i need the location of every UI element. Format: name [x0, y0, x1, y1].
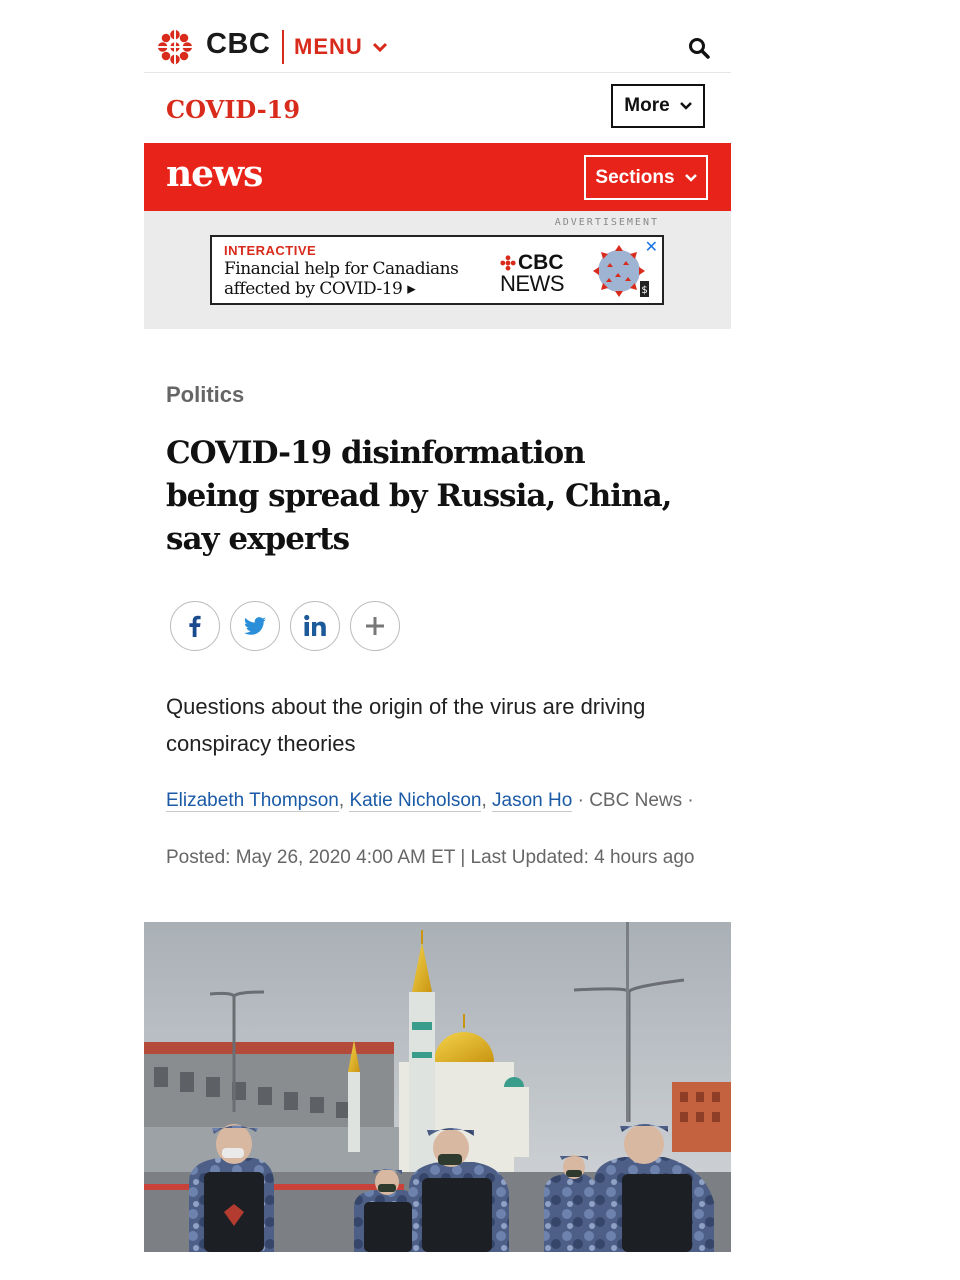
linkedin-icon [302, 613, 328, 639]
section-title[interactable]: COVID-19 [166, 95, 301, 124]
article-category[interactable]: Politics [166, 382, 245, 407]
svg-text:$: $ [641, 285, 648, 296]
ad-label: ADVERTISEMENT [554, 217, 659, 228]
author-link[interactable]: Elizabeth Thompson [166, 790, 339, 811]
byline-source: · CBC News · [572, 790, 694, 811]
ad-cbc-news-logo [500, 251, 572, 297]
byline: Elizabeth Thompson, Katie Nicholson, Jason Ho · CBC News · [166, 790, 694, 811]
ad-container [144, 211, 731, 329]
search-icon[interactable] [687, 36, 711, 60]
share-buttons [170, 601, 400, 651]
author-link[interactable]: Katie Nicholson [349, 790, 482, 811]
sections-label: Sections [595, 166, 675, 188]
menu-label: MENU [294, 34, 363, 59]
virus-icon [592, 243, 650, 299]
more-label: More [624, 95, 670, 116]
ad-close-icon[interactable]: ✕ [644, 239, 658, 256]
share-more-button[interactable] [350, 601, 400, 651]
ad-banner[interactable] [210, 235, 664, 305]
ad-headline: Financial help for Canadians affected by COVID-19 ▸ [224, 259, 459, 299]
page [144, 0, 731, 868]
news-brand[interactable]: news [166, 153, 263, 195]
article-headline: COVID-19 disinformation being spread by Russia, China, say experts [166, 435, 672, 557]
posted-timestamp: Posted: May 26, 2020 4:00 AM ET | Last Updated: 4 hours ago [166, 847, 695, 868]
facebook-icon [182, 613, 208, 639]
article-dek: Questions about the origin of the virus are driving conspiracy theories [166, 694, 646, 756]
plus-icon [362, 613, 388, 639]
header-divider [282, 30, 284, 64]
article-photo[interactable] [144, 922, 731, 1252]
share-twitter-button[interactable] [230, 601, 280, 651]
sections-button[interactable] [584, 155, 708, 200]
ad-logo-line1: CBC [518, 251, 564, 274]
top-bar [144, 0, 731, 73]
section-header [144, 73, 731, 143]
cbc-brand[interactable]: CBC [206, 28, 271, 60]
author-link[interactable]: Jason Ho [492, 790, 573, 811]
chevron-down-icon [685, 174, 697, 182]
cbc-gem-icon [500, 255, 516, 271]
chevron-down-icon [373, 42, 387, 52]
share-facebook-button[interactable] [170, 601, 220, 651]
news-bar [144, 143, 731, 211]
share-linkedin-button[interactable] [290, 601, 340, 651]
ad-kicker: INTERACTIVE [224, 243, 317, 258]
ad-logo-line2: NEWS [500, 271, 564, 296]
chevron-down-icon [680, 102, 692, 110]
menu-button[interactable] [294, 34, 387, 60]
cbc-gem-icon[interactable] [156, 28, 194, 66]
more-button[interactable] [611, 84, 705, 128]
twitter-icon [242, 613, 268, 639]
